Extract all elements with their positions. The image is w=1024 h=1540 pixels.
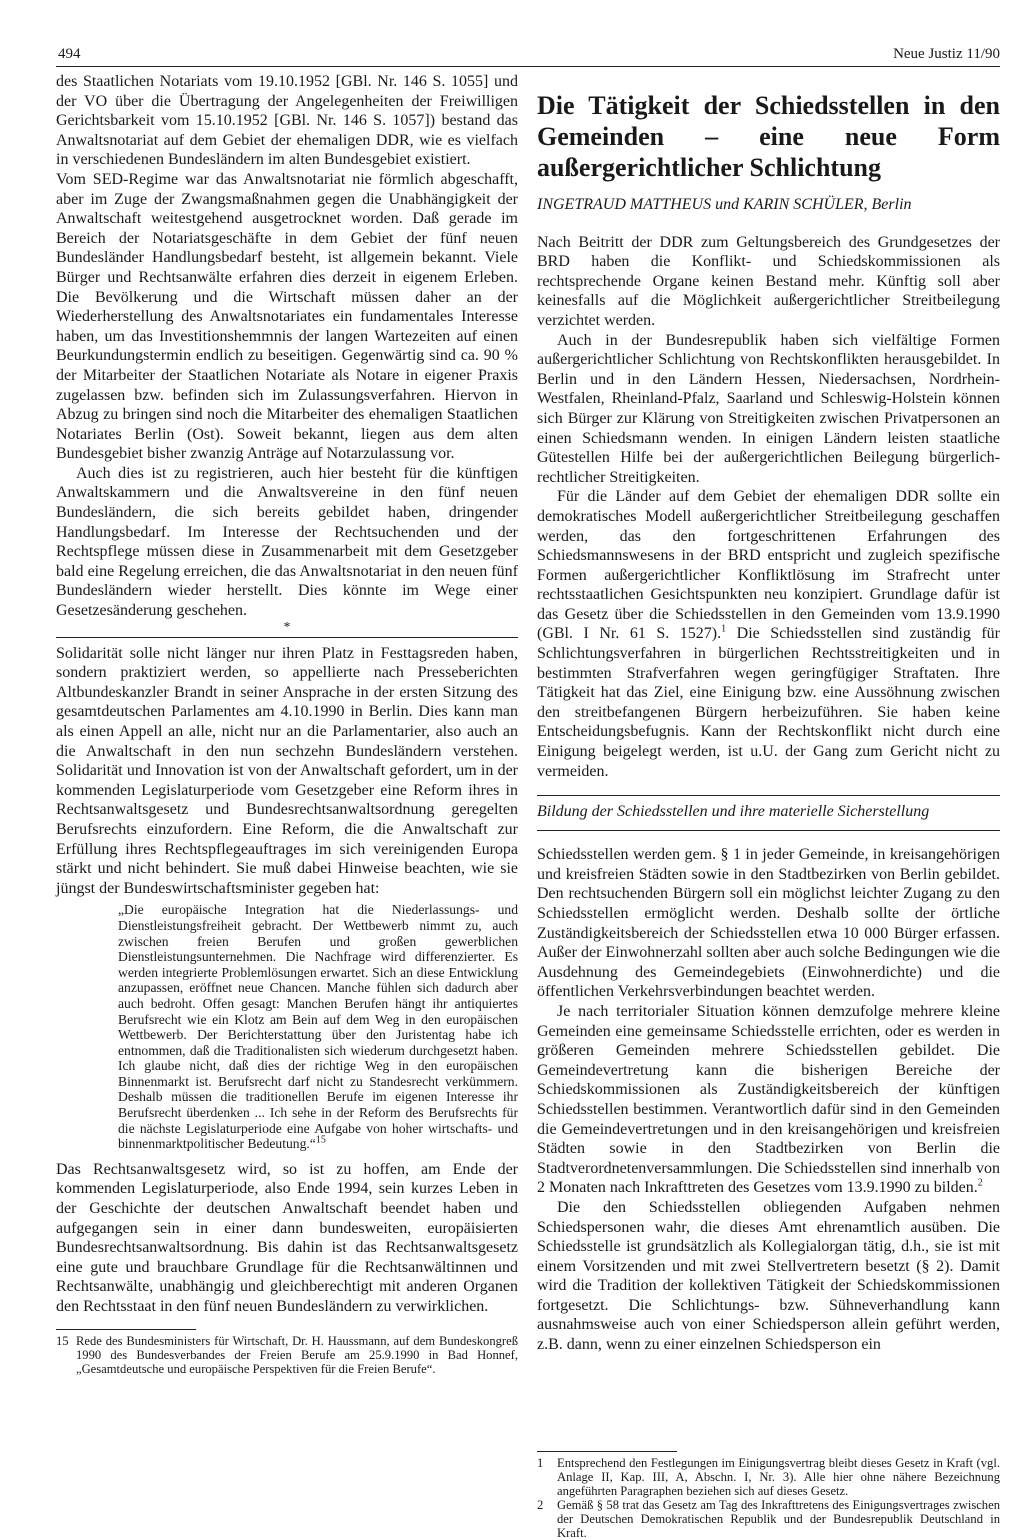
paragraph: des Staatlichen Notariats vom 19.10.1952 [GBl. Nr. 146 S. 1055] und der VO über die Übertragung der Angelegenheiten der Freiwilligen Gerichtsbarkeit vom 15.10.1952 [GBl. Nr. 146 S. 1057]) bestand das Anwaltsnotariat auf dem Gebiet der ehemaligen DDR, wie es vielfach in verschiedenen Bundesländern im alten Bundesgebiet existiert. [56, 73, 518, 169]
footnote-ref: 15 [315, 1134, 326, 1146]
paragraph: Auch in der Bundesrepublik haben sich vielfältige Formen außergerichtlicher Schlichtung von Rechtskonflikten herausgebildet. In Berlin und in den Ländern Hessen, Niedersachsen, Nordrhein-Westfalen, Rheinland-Pfalz, Saarland und Schleswig-Holstein können sich Bürger zur Klärung von Streitigkeiten zwischen Privatpersonen an einen Schiedsmann wenden. In einigen Ländern leisten staatliche Gütestellen Hilfe bei der außergerichtlichen Beilegung bürgerlich-rechtlicher Streitigkeiten. [537, 331, 1000, 486]
paragraph-text: Für die Länder auf dem Gebiet der ehemaligen DDR sollte ein demokratisches Modell außergerichtlicher Streitbeilegung geschaffen werden, das den fortgeschrittenen Erfahrungen des Schiedsmannswesens in der BRD entspricht und zugleich spezifische Formen außergerichtlicher Konfliktlösung im Strafrecht unter rechtsstaatlichen Gesichtspunkten neu konzipiert. Grundlage dafür ist das Gesetz über die Schiedsstellen in den Gemeinden vom 13.9.1990 (GBl. I Nr. 61 S. 1527). [537, 488, 1000, 643]
right-column [537, 72, 1000, 1540]
footnote-rule [537, 1451, 677, 1452]
header-rule [56, 66, 1000, 67]
article-authors: INGETRAUD MATTHEUS und KARIN SCHÜLER, Berlin [537, 196, 912, 213]
quote-text: „Die europäische Integration hat die Niederlassungs- und Dienstleistungsfreiheit gebracht. Der Wettbewerb nimmt zu, auch zwischen freien Berufen und großen gewerblichen Dienstleistungsunternehmen. Die Nachfrage wird differenzierter. Es werden integrierte Problemlösungen erwartet. Sich an diese Entwicklung anzupassen, eröffnet neue Chancen. Manche fühlen sich dadurch aber auch bedroht. Offen gesagt: Manchen Berufen hängt ihr antiquiertes Berufsrecht wie ein Klotz am Bein auf dem Weg in den europäischen Wettbewerb. Der Berichterstattung über den Juristentag habe ich entnommen, daß die Traditionalisten sich wiederum durchgesetzt haben. Ich glaube nicht, daß dies der richtige Weg in den europäischen Binnenmarkt ist. Berufsrecht darf nicht zu Standesrecht verkümmern. Deshalb müssen die traditionellen Berufe im eigenen Interesse ihr Berufsrecht überdenken ... Ich sehe in der Reform des Berufsrechts für die nächste Legislaturperiode eine Aufgabe von hoher wirtschafts- und binnenmarktpolitischer Bedeutung.“ [118, 902, 518, 1152]
footnote-rule [56, 1329, 196, 1330]
footnote-text: Entsprechend den Festlegungen im Einigungsvertrag bleibt dieses Gesetz in Kraft (vgl. Anlage II, Kap. III, A, Abschn. I, Nr. 3). Alle hier ohne nähere Bezeichnung angeführten Paragraphen beziehen sich auf dieses Gesetz. [557, 1455, 1000, 1498]
paragraph: Auch dies ist zu registrieren, auch hier besteht für die künftigen Anwaltskammern und die Anwaltsvereine in den fünf neuen Bundesländern, die sich bereits gebildet haben, dringender Handlungsbedarf. Im Interesse der Rechtsuchenden und der Rechtspflege müssen diese in Zusammenarbeit mit dem Gesetzgeber bald eine Regelung erreichen, die das Anwaltsnotariat in den neuen fünf Bundesländern wieder herstellt. Dies könnte im Wege einer Gesetzesänderung geschehen. [56, 464, 518, 620]
journal-issue: Neue Justiz 11/90 [893, 46, 1000, 62]
footnote [56, 1334, 518, 1376]
paragraph: Schiedsstellen werden gem. § 1 in jeder Gemeinde, in kreisangehörigen und kreisfreien Städten sowie in den Stadtbezirken von Berlin gebildet. Den rechtsuchenden Bürgern soll ein möglichst leichter Zugang zu den Schiedsstellen ermöglicht werden. Deshalb sollte der örtliche Zuständigkeitsbereich der Schiedsstellen etwa 10 000 Bürger erfassen. Außer der Einwohnerzahl sollten aber auch solche Bedingungen wie die Ausdehnung des Gemeindegebiets (Einwohnerdichte) und die öffentlichen Verkehrsverbindungen beachtet werden. [537, 846, 1000, 1001]
left-column [56, 72, 518, 1376]
paragraph: Die den Schiedsstellen obliegenden Aufgaben nehmen Schiedspersonen wahr, die dieses Amt ehrenamtlich ausüben. Die Schiedsstelle ist grundsätzlich als Kollegialorgan tätig, d.h., sie ist mit einem Vorsitzenden und mit zwei Stellvertretern besetzt (§ 2). Damit wird die Tradition der kollektiven Tätigkeit der Schiedskommissionen fortgesetzt. Die Schlichtungs- bzw. Sühneverhandlung kann ausnahmsweise auch von einer Schiedsperson allein geführt werden, z.B. dann, wenn zu einer einzelnen Schiedsperson ein [537, 1198, 1000, 1354]
paragraph: Nach Beitritt der DDR zum Geltungsbereich des Grundgesetzes der BRD haben die Konflikt- und Schiedskommissionen als rechtsprechende Organe keinen Bestand mehr. Künftig soll aber keinesfalls auf die Möglichkeit außergerichtlicher Streitbeilegung verzichtet werden. [537, 233, 1000, 329]
footnote [537, 1456, 1000, 1498]
paragraph: Das Rechtsanwaltsgesetz wird, so ist zu hoffen, am Ende der kommenden Legislaturperiode, also Ende 1994, sein kurzes Leben in der Geschichte der deutschen Anwaltschaft beendet haben und aufgegangen sein in einer dann bundesweiten, europäisierten Bundesrechtsanwaltsordnung. Bis dahin ist das Rechtsanwaltsgesetz eine gute und brauchbare Grundlage für die Rechtsanwältinnen und Rechtsanwälte, unabhängig und gleichberechtigt mit anderen Organen den Rechtsstaat in den fünf neuen Bundesländern zu verwirklichen. [56, 1160, 518, 1315]
footnote-ref: 1 [721, 624, 727, 636]
paragraph [537, 487, 1000, 781]
section-separator: * [283, 619, 291, 635]
page-number: 494 [58, 46, 81, 62]
paragraph-text: Die Schiedsstellen sind zuständig für Schlichtungsverfahren in bürgerlichen Rechtsstreitigkeiten und in bestimmten Strafverfahren wegen geringfügiger Straftaten. Ihre Tätigkeit hat das Ziel, eine Einigung bzw. eine Aussöhnung zwischen den streitbefangenen Bürgern herbeizuführen. Sie haben keine Entscheidungsbefugnis. Kann der Rechtskonflikt nicht durch eine Einigung beigelegt werden, ist u.U. der Gang zum Gericht nicht zu vermeiden. [537, 625, 1000, 780]
footnote-ref: 2 [977, 1177, 983, 1189]
footnote-number: 15 [56, 1333, 69, 1348]
paragraph [537, 1002, 1000, 1198]
paragraph: Solidarität solle nicht länger nur ihren Platz in Festtagsreden haben, sondern praktiziert werden, so appellierte nach Presseberichten Altbundeskanzler Brandt in seiner Ansprache in der ersten Sitzung des gesamtdeutschen Parlamentes am 4.10.1990 in Berlin. Dies kann man als einen Appell an alle, nicht nur an die Parlamentarier, also auch an die Anwaltschaft in den nun sechzehn Bundesländern verstehen. Solidarität und Innovation ist von der Anwaltschaft gefordert, um in der kommenden Legislaturperiode vom Gesetzgeber eine Reform ihres in Rechtsanwaltsgesetz und Bundesrechtsanwaltsordnung geregelten Berufsrechts einzufordern. Eine Reform, die die Anwaltschaft zur Erfüllung ihres Rechtspflegeauftrages im sich vereinigenden Europa stärkt und nicht behindert. Sie muß dabei Hinweise beachten, wie sie jüngst der Bundeswirtschaftsminister gegeben hat: [56, 644, 518, 897]
divider [56, 637, 518, 638]
paragraph: Vom SED-Regime war das Anwaltsnotariat nie förmlich abgeschafft, aber im Zuge der Zwangsmaßnahmen gegen die Unabhängigkeit der Anwaltschaft weitestgehend ausgetrocknet worden. Daß gerade im Bereich der Notariatsgeschäfte in dem Gebiet der fünf neuen Bundesländer Handlungsbedarf besteht, ist allgemein bekannt. Viele Bürger und Rechtsanwälte erfahren dies derzeit in eigenem Erleben. Die Bevölkerung und die Wirtschaft müssen daher an der Wiederherstellung des Anwaltsnotariates ein fundamentales Interesse haben, um das Investitionshemmnis der langen Wartezeiten auf einen Beurkundungstermin endlich zu beseitigen. Gegenwärtig sind ca. 90 % der Mitarbeiter der Staatlichen Notariate als Notare in eigener Praxis zugelassen bzw. befinden sich im Zulassungsverfahren. Hiervon in Abzug zu bringen sind noch die Mitarbeiter des ehemaligen Staatlichen Notariates Berlin (Ost). Soweit bekannt, liegen aus dem alten Bundesgebiet bisher zwanzig Anträge auf Notarzulassung vor. [56, 170, 518, 463]
footnote-text: Rede des Bundesministers für Wirtschaft, Dr. H. Haussmann, auf dem Bundeskongreß 1990 des Bundesverbandes der Freien Berufe am 25.9.1990 in Bad Honnef, „Gesamtdeutsche und europäische Perspektiven für die Freien Berufe“. [76, 1333, 518, 1376]
footnote-text: Gemäß § 58 trat das Gesetz am Tag des Inkrafttretens des Einigungsvertrages zwischen der Deutschen Demokratischen Republik und der Bundesrepublik Deutschland in Kraft. [557, 1497, 1000, 1540]
paragraph-text: Je nach territorialer Situation können demzufolge mehrere kleine Gemeinden eine gemeinsame Schiedsstelle errichten, oder es werden in größeren Gemeinden mehrere Schiedsstellen gebildet. Die Gemeindevertretung kann die bisherigen Bereiche der Schiedskommissionen als Zuständigkeitsbereich der künftigen Schiedsstellen bestimmen. Verantwortlich dafür sind in den Gemeinden die Gemeindevertretungen und in den kreisangehörigen und kreisfreien Städten sowie in den Stadtbezirken von Berlin die Stadtverordnetenversammlungen. Die Schiedsstellen sind innerhalb von 2 Monaten nach Inkrafttreten des Gesetzes vom 13.9.1990 zu bilden. [537, 1002, 1000, 1197]
block-quote [118, 902, 518, 1152]
footnote [537, 1498, 1000, 1540]
article-title: Die Tätigkeit der Schiedsstellen in den Gemeinden – eine neue Form außergerichtlicher Schlichtung [537, 91, 1000, 182]
footnote-number: 1 [537, 1455, 544, 1470]
footnote-number: 2 [537, 1497, 544, 1512]
section-heading: Bildung der Schiedsstellen und ihre materielle Sicherstellung [537, 795, 1000, 831]
